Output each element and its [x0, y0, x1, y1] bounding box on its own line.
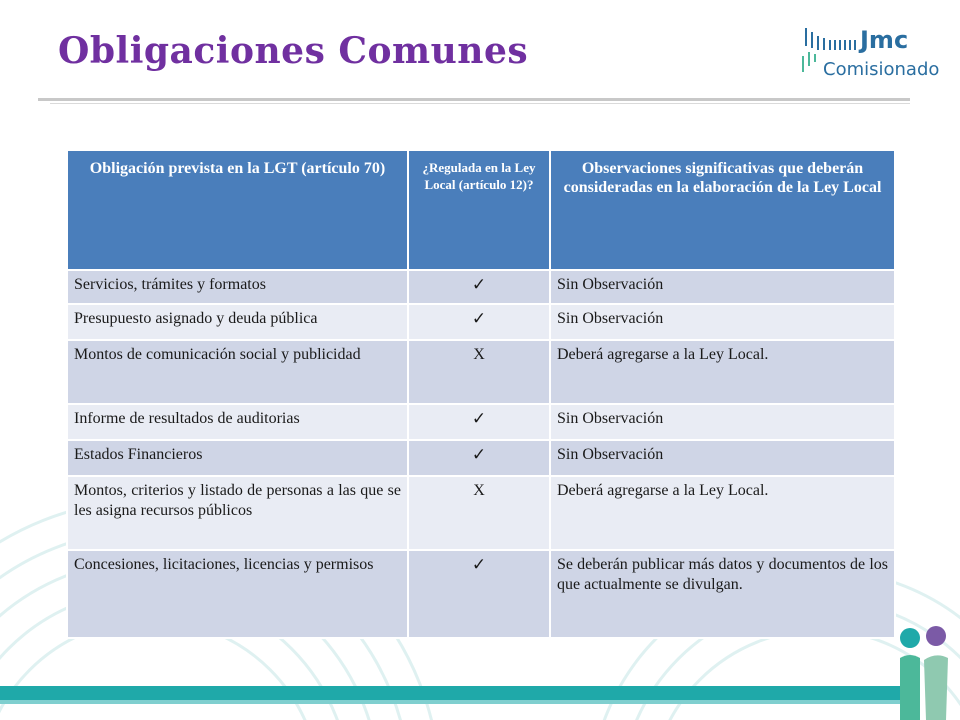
title-divider-thin: [50, 103, 910, 104]
obligation-cell: Presupuesto asignado y deuda pública: [67, 304, 408, 340]
ii-logo-icon: [896, 622, 960, 720]
header-regulated: ¿Regulada en la Ley Local (artículo 12)?: [408, 150, 550, 270]
obligations-table: [66, 149, 896, 639]
obligation-cell: Concesiones, licitaciones, licencias y permisos: [67, 550, 408, 638]
header-obligation: Obligación prevista en la LGT (artículo 70): [67, 150, 408, 270]
check-icon: ✓: [408, 270, 550, 304]
obligation-cell: Servicios, trámites y formatos: [67, 270, 408, 304]
table-row: [67, 550, 895, 638]
observation-cell: Se deberán publicar más datos y documentos de los que actualmente se divulgan.: [550, 550, 895, 638]
logo-name: Jmc: [860, 26, 909, 54]
check-icon: ✓: [408, 404, 550, 440]
jmc-logo: [800, 26, 940, 82]
observation-cell: Sin Observación: [550, 270, 895, 304]
table-row: [67, 440, 895, 476]
page-title: Obligaciones Comunes: [58, 30, 529, 72]
table-row: [67, 476, 895, 550]
check-icon: ✓: [408, 440, 550, 476]
table-header-row: [67, 150, 895, 270]
check-icon: ✓: [408, 550, 550, 638]
obligation-cell: Montos, criterios y listado de personas a las que se les asigna recursos públicos: [67, 476, 408, 550]
bottom-teal-band: [0, 686, 900, 704]
observation-cell: Sin Observación: [550, 404, 895, 440]
obligation-cell: Informe de resultados de auditorias: [67, 404, 408, 440]
observation-cell: Sin Observación: [550, 304, 895, 340]
check-icon: ✓: [408, 304, 550, 340]
table-row: [67, 304, 895, 340]
title-divider: [38, 98, 910, 101]
table-row: [67, 270, 895, 304]
observation-cell: Deberá agregarse a la Ley Local.: [550, 340, 895, 404]
header-observations: Observaciones significativas que deberán consideradas en la elaboración de la Ley Local: [550, 150, 895, 270]
observation-cell: Sin Observación: [550, 440, 895, 476]
obligation-cell: Montos de comunicación social y publicidad: [67, 340, 408, 404]
cross-mark: X: [408, 476, 550, 550]
cross-mark: X: [408, 340, 550, 404]
table-row: [67, 404, 895, 440]
table-row: [67, 340, 895, 404]
observation-cell: Deberá agregarse a la Ley Local.: [550, 476, 895, 550]
logo-subtitle: Comisionado: [823, 59, 940, 80]
obligation-cell: Estados Financieros: [67, 440, 408, 476]
